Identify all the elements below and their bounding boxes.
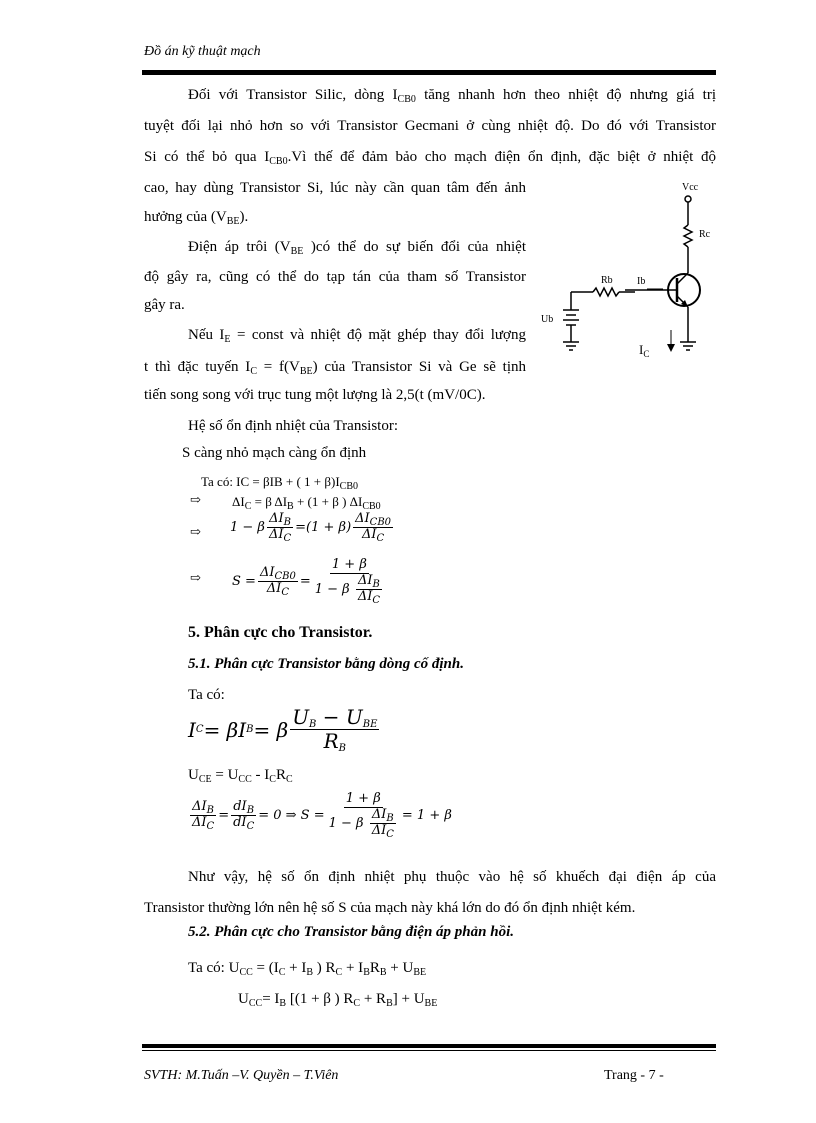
section-5-1-title: 5.1. Phân cực Transistor bằng dòng cố định. [188, 656, 464, 672]
eq-s-fixed-bias: $\frac{\Delta I_B}{\Delta I_C}$ = $\frac{dI_B}{dI_C}$ = 0 ⇒ S = 1 + β 1 − β $\frac{\Delta I_B}{\Delta I_C}$ = 1 + β [192, 791, 452, 840]
section-5-title: 5. Phân cực cho Transistor. [188, 624, 373, 641]
drift-line-1: Điện áp trôi ($V_{BE}$ )có thể do sự biến đổi của nhiệt [188, 239, 526, 257]
rb-resistor [593, 288, 619, 296]
stability-note: S càng nhỏ mạch càng ổn định [182, 445, 367, 461]
ic-label: $I_C$ [639, 342, 650, 359]
header-rule [142, 70, 716, 75]
vcc-terminal [685, 196, 691, 202]
intro-line-3: Si có thể bỏ qua $I_{CB0}.Vì$ thế để đảm bảo cho mạch điện ổn định, đặc biệt ở nhiệt độ [144, 149, 716, 167]
footer-rule-thick [142, 1044, 716, 1048]
ie-line-2: t thì đặc tuyến $I_C = f(V_{BE})$ của Transistor Si và Ge sẽ tịnh [144, 359, 526, 377]
drift-line-3: gây ra. [144, 297, 185, 313]
vcc-label: Vcc [682, 182, 699, 193]
taco-label: Ta có: [188, 687, 225, 703]
intro-line-2: tuyệt đối lại nhỏ hơn so với Transistor Gecmani ở cùng nhiệt độ. Do đó với Transistor [144, 118, 716, 134]
conclusion-line-2: Transistor thường lớn nên hệ số S của mạch này khá lớn do đó ổn định nhiệt kém. [144, 900, 636, 916]
footer-authors: SVTH: M.Tuấn –V. Quyền – T.Viên [144, 1068, 339, 1083]
ucc-equation-2: $U_{CC}= I_B$ [(1 + β ) $R_C + R_B] + U_{BE}$ [238, 991, 438, 1009]
drift-line-2: độ gây ra, cũng có thể do tạp tán của tham số Transistor [144, 269, 526, 285]
ie-line-1: Nếu $I_E$ = const và nhiệt độ mặt ghép thay đổi lượng [188, 327, 526, 345]
ic-arrow [667, 344, 675, 352]
implies-arrow-3: ⇨ [190, 570, 201, 585]
ib-label: Ib [637, 276, 646, 287]
transistor-circuit-diagram [541, 170, 715, 370]
eq-taco: Ta có: IC = βIB + ( $1 + \beta)I_{CB0}$ [201, 474, 358, 492]
ucc-equation-1: Ta có: $U_{CC} = (I_C + I_B$ ) $R_C + I_BR_B + U_{BE}$ [188, 960, 427, 978]
rb-label: Rb [601, 275, 613, 286]
eq-ratio-relation: 1 − β $\frac{\Delta I_B}{\Delta I_C}$ = (1 + β) $\frac{\Delta I_{CB0}}{\Delta I_C}$ [230, 511, 392, 544]
eq-s-definition: S = $\frac{\Delta I_{CB0}}{\Delta I_C}$ = 1 + β 1 − β $\frac{\Delta I_B}{\Delta I_C}$ [232, 557, 381, 606]
uce-equation: $U_{CE} = U_{CC} - I_CR_C$ [188, 767, 293, 785]
stability-title: Hệ số ổn định nhiệt của Transistor: [188, 418, 398, 434]
intro-line-1: Đối với Transistor Silic, dòng $I_{CB0}$ tăng nhanh hơn theo nhiệt độ nhưng giá trị [188, 87, 716, 105]
implies-arrow-2: ⇨ [190, 524, 201, 539]
conclusion-line-1: Như vậy, hệ số ổn định nhiệt phụ thuộc vào hệ số khuếch đại điện áp của [188, 869, 716, 885]
page-number: Trang - 7 - [604, 1068, 664, 1083]
eq-delta-ic: $\Delta I_C = \beta$ $\Delta I_B + (1 + \beta$ ) $\Delta I_{CB0}$ [232, 494, 381, 512]
footer-rule-thin [142, 1050, 716, 1051]
rc-resistor [684, 225, 692, 247]
ub-label: Ub [541, 314, 554, 325]
intro-line-4: cao, hay dùng Transistor Si, lúc này cần quan tâm đến ảnh [144, 180, 526, 196]
implies-arrow-1: ⇨ [190, 492, 201, 507]
formula-ic-fixed-bias: I C = βI B = β $\frac{U_B - U_{BE}}{R_B}$ [188, 705, 378, 754]
ie-line-3: tiến song song với trục tung một lượng là 2,5(t (mV/0C). [144, 387, 486, 403]
rc-label: Rc [699, 229, 711, 240]
section-5-2-title: 5.2. Phân cực cho Transistor bằng điện áp phản hồi. [188, 924, 514, 940]
intro-line-5: hưởng của $(V_{BE})$. [144, 209, 249, 227]
page-header: Đồ án kỹ thuật mạch [144, 44, 261, 59]
